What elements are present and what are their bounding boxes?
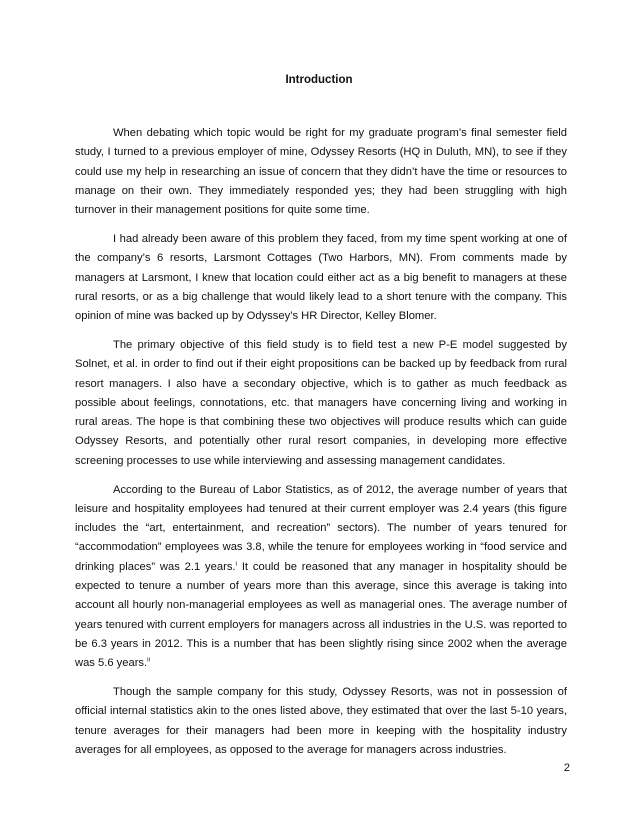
paragraph-2: I had already been aware of this problem they faced, from my time spent working at one of the company’s 6 resorts, Larsmont Cottages (Two Harbors, MN). From comments made by managers at Larsmont, I knew that location could either act as a big benefit to managers at these rural resorts, or as a big challenge that would likely lead to a short tenure with the company. This opinion of mine was backed up by Odyssey’s HR Director, Kelley Blomer. xyxy=(75,232,567,323)
body-text xyxy=(75,124,567,770)
paragraph-3: The primary objective of this field study is to field test a new P-E model suggested by Solnet, et al. in order to find out if their eight propositions can be backed up by feedback from rural resort managers. I also have a secondary objective, which is to gather as much feedback as possible about feelings, connotations, etc. that managers have concerning living and working in rural areas. The hope is that combining these two objectives will produce results which can guide Odyssey Resorts, and potentially other rural resort companies, in developing more effective screening processes to use while interviewing and assessing management candidates. xyxy=(75,338,567,467)
paragraph-4-part-1: According to the Bureau of Labor Statistics, as of 2012, the average number of years that leisure and hospitality employees had tenured at their current employer was 2.4 years (this figure includes the “art, entertainment, and recreation” sectors). The number of years tenured for “accommodation” employees was 3.8, while the tenure for employees working in “food service and drinking places” was 2.1 years. xyxy=(75,483,567,573)
page-number: 2 xyxy=(563,762,570,774)
section-title: Introduction xyxy=(285,74,353,86)
paragraph-1: When debating which topic would be right for my graduate program’s final semester field study, I turned to a previous employer of mine, Odyssey Resorts (HQ in Duluth, MN), to see if they could use my help in researching an issue of concern that they didn’t have the time or resources to manage on their own. They immediately responded yes; they had been struggling with high turnover in their management positions for quite some time. xyxy=(75,127,567,217)
footnote-marker-i: i xyxy=(235,560,237,567)
paragraph-4-part-2: It could be reasoned that any manager in hospitality should be expected to tenure a number of years more than this average, since this average is taking into account all hourly non-managerial employees as well as managerial ones. The average number of years tenured with current employers for managers across all industries in the U.S. was reported to be 6.3 years in 2012. This is a number that has been slightly rising since 2002 when the average was 5.6 years. xyxy=(75,560,568,670)
footnote-marker-ii: ii xyxy=(147,656,151,664)
paragraph-4 xyxy=(75,481,567,674)
paragraph-5: Though the sample company for this study, Odyssey Resorts, was not in possession of official internal statistics akin to the ones listed above, they estimated that over the last 5-10 years, tenure averages for their managers had been more in keeping with the hospitality industry averages for all employees, as opposed to the average for managers across industries. xyxy=(75,686,567,756)
